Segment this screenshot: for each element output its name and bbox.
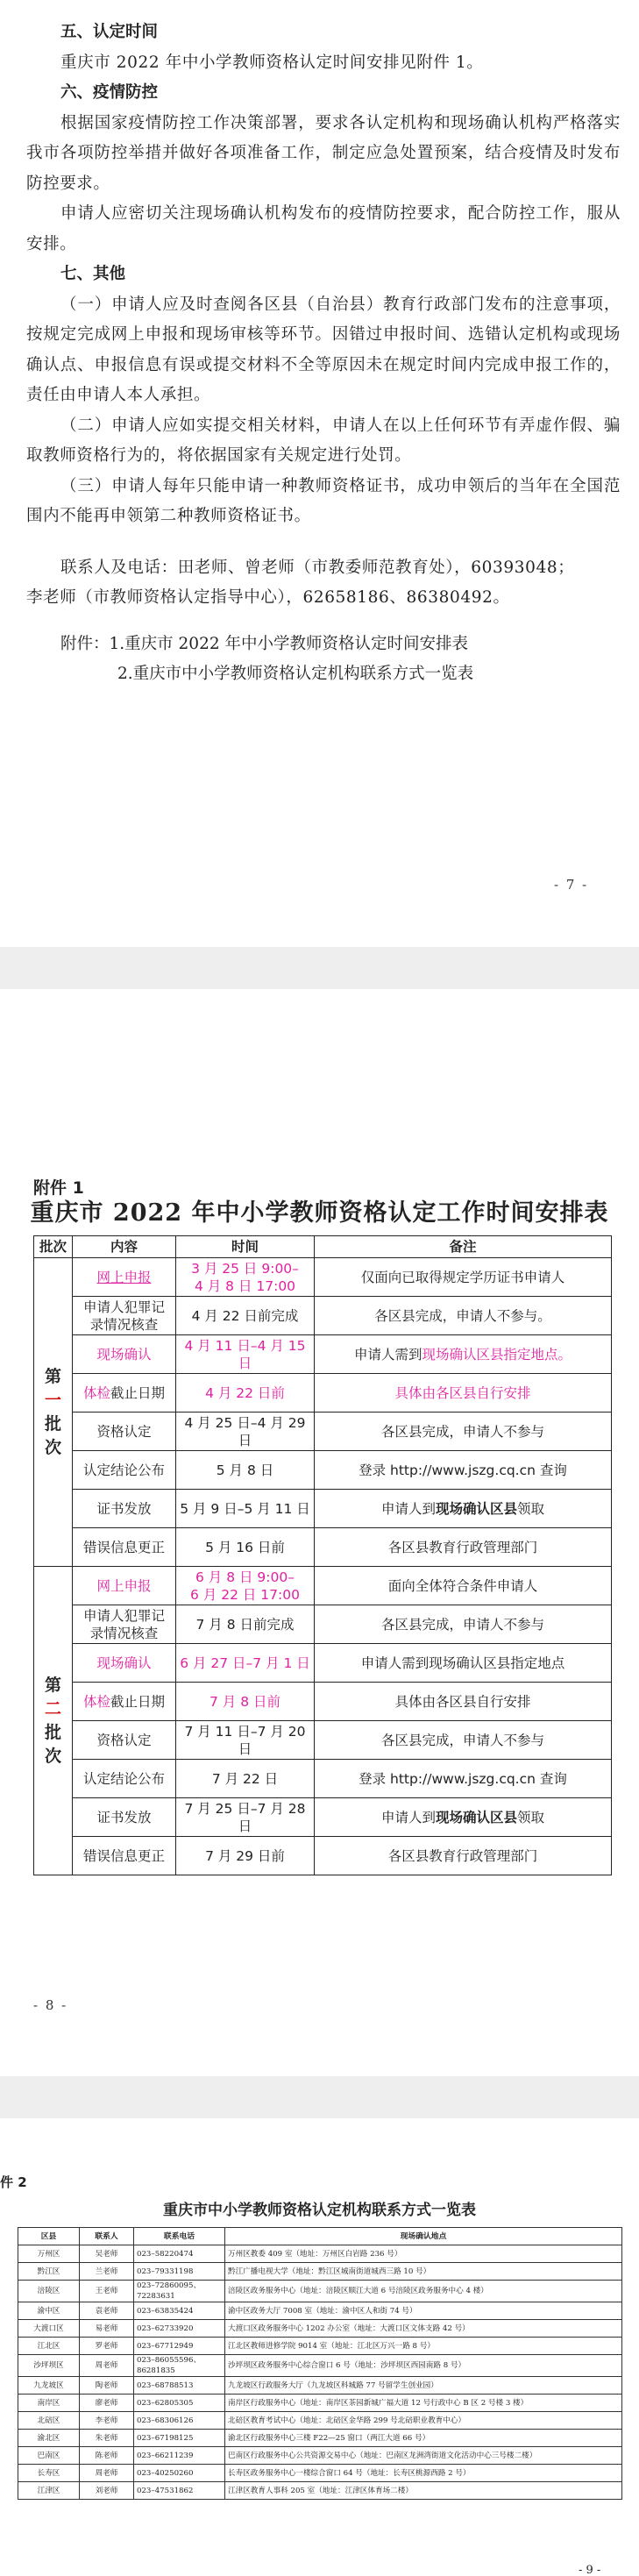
content-text: 认定结论公布 [82, 1462, 165, 1478]
time-text: 7 月 25 日–7 月 28 日 [184, 1800, 306, 1834]
content-cell [73, 1644, 176, 1683]
table-row [34, 1798, 612, 1837]
contact-person-cell: 廖老师 [80, 2395, 134, 2412]
district-cell: 大渡口区 [18, 2320, 80, 2338]
location-cell: 黔江广播电视大学（地址：黔江区城南街道城西三路 10 号） [225, 2263, 622, 2281]
body-paragraph: （三）申请人每年只能申请一种教师资格证书，成功申领后的当年在全国范围内不能再申领第二种教师资格证书。 [26, 476, 621, 525]
note-text: 具体由各区县自行安排 [394, 1384, 531, 1401]
batch-char: 批 [44, 1413, 61, 1434]
district-cell: 巴南区 [18, 2447, 80, 2465]
content-suffix: 截止日期 [110, 1693, 166, 1710]
note-text: 各区县教育行政管理部门 [387, 1847, 538, 1864]
contact-person-cell: 袁老师 [80, 2302, 134, 2320]
time-text: 7 月 8 日前完成 [195, 1616, 295, 1633]
note-cell [315, 1528, 612, 1567]
content-text: 资格认定 [96, 1423, 152, 1440]
table-row [34, 1644, 612, 1683]
content-cell [73, 1760, 176, 1798]
content-cell [73, 1567, 176, 1605]
table-row [34, 1490, 612, 1528]
note-text: 各区县完成，申请人不参与 [380, 1616, 544, 1633]
batch-char: 批 [44, 1722, 61, 1742]
table-row [34, 1374, 612, 1413]
note-prefix: 申请人到 [380, 1809, 436, 1825]
note-text: 面向全体符合条件申请人 [387, 1577, 538, 1594]
note-cell [315, 1567, 612, 1605]
phone-cell: 023–40250260 [134, 2465, 225, 2482]
content-cell [73, 1837, 176, 1875]
note-cell [315, 1451, 612, 1490]
note-cell [315, 1760, 612, 1798]
content-text: 网上申报 [96, 1269, 152, 1285]
attachment-1-label: 附件 1 [33, 1178, 84, 1198]
time-cell [176, 1451, 315, 1490]
time-cell [176, 1644, 315, 1683]
body-paragraph: 申请人应密切关注现场确认机构发布的疫情防控要求，配合防控工作，服从安排。 [26, 204, 621, 253]
batch-char: 第 [44, 1366, 61, 1386]
header-time: 时间 [176, 1236, 315, 1258]
table-row [18, 2377, 622, 2395]
attachment-2: 2.重庆市中小学教师资格认定机构联系方式一览表 [117, 665, 474, 683]
district-cell: 长寿区 [18, 2465, 80, 2482]
location-cell: 长寿区政务服务中心一楼综合窗口 64 号（地址：长寿区桃源西路 2 号） [225, 2465, 622, 2482]
table-row [34, 1258, 612, 1297]
phone-cell: 023–62805305 [134, 2395, 225, 2412]
location-cell: 北碚区教育考试中心（地址：北碚区金华路 299 号北碚职业教育中心） [225, 2412, 622, 2430]
page-7-paragraphs [26, 18, 621, 532]
table-row [34, 1760, 612, 1798]
district-cell: 北碚区 [18, 2412, 80, 2430]
attachment-1: 附件：1.重庆市 2022 年中小学教师资格认定时间安排表 [60, 634, 468, 653]
time-text: 5 月 16 日前 [205, 1539, 285, 1555]
note-text: 申请人需到现场确认区县指定地点 [360, 1654, 565, 1671]
note-cell [315, 1605, 612, 1644]
contact-person-cell: 刘老师 [80, 2482, 134, 2500]
table-row [18, 2465, 622, 2482]
content-cell [73, 1258, 176, 1297]
note-prefix: 申请人需到 [353, 1346, 422, 1363]
schedule-header-row [34, 1236, 612, 1258]
time-cell [176, 1490, 315, 1528]
time-cell [176, 1798, 315, 1837]
page-7 [0, 0, 639, 947]
note-cell [315, 1413, 612, 1451]
content-cell [73, 1721, 176, 1760]
time-cell [176, 1528, 315, 1567]
contact-table [18, 2227, 622, 2500]
contact-person-cell: 陈老师 [80, 2447, 134, 2465]
location-cell: 巴南区行政服务中心公共资源交易中心（地址：巴南区龙洲湾街道文化活动中心三号楼二楼） [225, 2447, 622, 2465]
note-cell [315, 1644, 612, 1683]
table-row [18, 2338, 622, 2355]
batch-char: 次 [44, 1746, 61, 1766]
page-7-text [26, 18, 621, 690]
body-paragraph: 根据国家疫情防控工作决策部署，要求各认定机构和现场确认机构严格落实我市各项防控举措并做好各项准备工作，制定应急处置预案，结合疫情及时发布防控要求。 [26, 113, 621, 193]
body-paragraph: （二）申请人应如实提交相关材料，申请人在以上任何环节有弄虚作假、骗取教师资格行为的，将依据国家有关规定进行处罚。 [26, 416, 621, 465]
content-cell [73, 1297, 176, 1335]
phone-cell: 023–86055596、86281835 [134, 2355, 225, 2377]
content-text: 申请人犯罪记 录情况核查 [82, 1607, 165, 1641]
time-cell [176, 1760, 315, 1798]
content-text: 现场确认 [96, 1654, 152, 1671]
location-cell: 沙坪坝区政务服务中心综合窗口 6 号（地址：沙坪坝区西园南路 8 号） [225, 2355, 622, 2377]
time-text: 7 月 8 日前 [209, 1693, 280, 1710]
table-row [34, 1297, 612, 1335]
location-cell: 南岸区行政服务中心（地址：南岸区茶园新城广福大道 12 号行政中心 B 区 2 号楼 3 楼） [225, 2395, 622, 2412]
location-cell: 大渡口区政务服务中心 1202 办公室（地址：大渡口区文体支路 42 号） [225, 2320, 622, 2338]
contact-person-cell: 易老师 [80, 2320, 134, 2338]
page-number-8: - 8 - [33, 1997, 68, 2013]
content-cell [73, 1528, 176, 1567]
table-row [18, 2302, 622, 2320]
table-row [18, 2482, 622, 2500]
table-row [18, 2447, 622, 2465]
table-row [34, 1683, 612, 1721]
note-text: 各区县教育行政管理部门 [387, 1539, 538, 1555]
note-text: 具体由各区县自行安排 [394, 1693, 531, 1710]
location-cell: 江津区教育人事科 205 室（地址：江津区体育场二楼） [225, 2482, 622, 2500]
note-text: 登录 http://www.jszg.cq.cn 查询 [359, 1770, 567, 1787]
contact-header-row [18, 2228, 622, 2245]
phone-cell: 023–68306126 [134, 2412, 225, 2430]
time-cell [176, 1335, 315, 1374]
time-text: 5 月 9 日–5 月 11 日 [180, 1500, 310, 1517]
time-cell [176, 1374, 315, 1413]
content-text: 现场确认 [96, 1346, 152, 1363]
time-text: 7 月 11 日–7 月 20 日 [184, 1723, 306, 1757]
district-cell: 江北区 [18, 2338, 80, 2355]
content-cell [73, 1451, 176, 1490]
content-suffix: 截止日期 [110, 1384, 166, 1401]
note-cell [315, 1490, 612, 1528]
header-district: 区县 [18, 2228, 80, 2245]
header-note: 备注 [315, 1236, 612, 1258]
content-cell [73, 1605, 176, 1644]
phone-cell: 023–79331198 [134, 2263, 225, 2281]
phone-cell: 023–47531862 [134, 2482, 225, 2500]
note-text: 各区县完成，申请人不参与 [380, 1423, 544, 1440]
batch-label [34, 1258, 73, 1567]
contact-person-cell: 兰老师 [80, 2263, 134, 2281]
table-row [18, 2395, 622, 2412]
schedule-body [34, 1258, 612, 1875]
phone-cell: 023–67712949 [134, 2338, 225, 2355]
time-cell [176, 1258, 315, 1297]
attachment-2-label: 件 2 [0, 2174, 27, 2190]
time-text: 6 月 27 日–7 月 1 日 [180, 1654, 310, 1671]
content-text: 错误信息更正 [82, 1539, 165, 1555]
time-text: 7 月 29 日前 [205, 1847, 285, 1864]
note-suffix: 领取 [517, 1809, 545, 1825]
time-text: 7 月 22 日 [211, 1770, 279, 1787]
contact-person-cell: 朱老师 [80, 2430, 134, 2447]
note-suffix: 领取 [517, 1500, 545, 1517]
batch-char: 第 [44, 1675, 61, 1695]
table-row [18, 2281, 622, 2302]
note-text: 各区县完成，申请人不参与 [380, 1732, 544, 1748]
time-text: 5 月 8 日 [216, 1462, 274, 1478]
header-content: 内容 [73, 1236, 176, 1258]
note-cell [315, 1721, 612, 1760]
table-row [34, 1567, 612, 1605]
page-9 [0, 2118, 639, 2576]
page-number-7: - 7 - [554, 877, 589, 893]
district-cell: 江津区 [18, 2482, 80, 2500]
note-cell [315, 1335, 612, 1374]
note-bold: 现场确认区县 [435, 1500, 517, 1517]
batch-label [34, 1567, 73, 1875]
content-text: 证书发放 [96, 1500, 152, 1517]
table-row [34, 1837, 612, 1875]
batch-char: 次 [44, 1437, 61, 1457]
district-cell: 黔江区 [18, 2263, 80, 2281]
contact-person-cell: 吴老师 [80, 2245, 134, 2263]
header-location: 现场确认地点 [225, 2228, 622, 2245]
phone-cell: 023–62733920 [134, 2320, 225, 2338]
phone-cell: 023–72860095、72283631 [134, 2281, 225, 2302]
location-cell: 万州区教委 409 室（地址：万州区白岩路 236 号） [225, 2245, 622, 2263]
table-row [18, 2430, 622, 2447]
district-cell: 渝中区 [18, 2302, 80, 2320]
location-cell: 江北区教师进修学院 9014 室（地址：江北区万兴一路 8 号） [225, 2338, 622, 2355]
content-cell [73, 1335, 176, 1374]
phone-cell: 023–67198125 [134, 2430, 225, 2447]
page-number-9: - 9 - [579, 2564, 601, 2576]
content-cell [73, 1374, 176, 1413]
location-cell: 九龙坡区行政服务大厅（九龙坡区科城路 77 号留学生创业园） [225, 2377, 622, 2395]
content-text: 网上申报 [96, 1577, 152, 1594]
body-paragraph: （一）申请人应及时查阅各区县（自治县）教育行政部门发布的注意事项，按规定完成网上申报和现场审核等环节。因错过申报时间、选错认定机构或现场确认点、申报信息有误或提交材料不全等原因未在规定时间内完成申报工作的，责任由申请人本人承担。 [26, 295, 621, 404]
time-text: 4 月 11 日–4 月 15 日 [184, 1337, 306, 1371]
time-text: 6 月 8 日 9:00– 6 月 22 日 17:00 [190, 1569, 300, 1603]
contact-line-1: 联系人及电话：田老师、曾老师（市教委师范教育处），60393048； [60, 558, 575, 577]
time-text: 3 月 25 日 9:00– 4 月 8 日 17:00 [191, 1260, 299, 1294]
district-cell: 九龙坡区 [18, 2377, 80, 2395]
time-text: 4 月 25 日–4 月 29 日 [184, 1414, 306, 1448]
table-row [18, 2355, 622, 2377]
time-cell [176, 1721, 315, 1760]
note-cell [315, 1683, 612, 1721]
header-phone: 联系电话 [134, 2228, 225, 2245]
phone-cell: 023–63835424 [134, 2302, 225, 2320]
table-row [18, 2320, 622, 2338]
content-text: 申请人犯罪记 录情况核查 [82, 1299, 165, 1333]
time-text: 4 月 22 日前 [205, 1384, 285, 1401]
contact-person-cell: 李老师 [80, 2412, 134, 2430]
note-cell [315, 1258, 612, 1297]
contact-person-cell: 周老师 [80, 2355, 134, 2377]
content-prefix: 体检 [82, 1384, 110, 1401]
header-contact-person: 联系人 [80, 2228, 134, 2245]
table-row [34, 1605, 612, 1644]
batch-char: 二 [44, 1698, 61, 1719]
time-text: 4 月 22 日前完成 [191, 1307, 299, 1324]
table-row [34, 1413, 612, 1451]
page-8 [0, 989, 639, 2076]
district-cell: 渝北区 [18, 2430, 80, 2447]
phone-cell: 023–58220474 [134, 2245, 225, 2263]
location-cell: 渝中区政务大厅 7008 室（地址：渝中区人和街 74 号） [225, 2302, 622, 2320]
note-cell [315, 1297, 612, 1335]
table-row [18, 2263, 622, 2281]
content-prefix: 体检 [82, 1693, 110, 1710]
time-cell [176, 1683, 315, 1721]
note-prefix: 申请人到 [380, 1500, 436, 1517]
note-highlight: 现场确认区县指定地点。 [422, 1346, 572, 1363]
location-cell: 渝北区行政服务中心三楼 F22—25 窗口（两江大道 66 号） [225, 2430, 622, 2447]
time-cell [176, 1837, 315, 1875]
location-cell: 涪陵区政务服务中心（地址：涪陵区顺江大道 6 号涪陵区政务服务中心 4 楼） [225, 2281, 622, 2302]
batch-char: 一 [44, 1390, 61, 1410]
district-cell: 万州区 [18, 2245, 80, 2263]
contact-body [18, 2245, 622, 2500]
contact-table-title: 重庆市中小学教师资格认定机构联系方式一览表 [163, 2202, 476, 2219]
content-text: 资格认定 [96, 1732, 152, 1748]
table-row [34, 1528, 612, 1567]
contact-person-cell: 王老师 [80, 2281, 134, 2302]
contact-person-cell: 罗老师 [80, 2338, 134, 2355]
content-cell [73, 1798, 176, 1837]
note-text: 各区县完成，申请人不参与。 [374, 1307, 551, 1324]
table-row [34, 1335, 612, 1374]
district-cell: 涪陵区 [18, 2281, 80, 2302]
note-cell [315, 1798, 612, 1837]
note-text: 登录 http://www.jszg.cq.cn 查询 [359, 1462, 567, 1478]
district-cell: 南岸区 [18, 2395, 80, 2412]
section-heading: 七、其他 [60, 265, 126, 283]
content-cell [73, 1413, 176, 1451]
table-row [34, 1721, 612, 1760]
note-bold: 现场确认区县 [435, 1809, 517, 1825]
time-cell [176, 1605, 315, 1644]
time-cell [176, 1297, 315, 1335]
content-text: 证书发放 [96, 1809, 152, 1825]
schedule-title: 重庆市 2022 年中小学教师资格认定工作时间安排表 [30, 1199, 609, 1227]
note-text: 仅面向已取得规定学历证书申请人 [360, 1269, 565, 1285]
time-cell [176, 1413, 315, 1451]
table-row [18, 2245, 622, 2263]
note-cell [315, 1374, 612, 1413]
time-cell [176, 1567, 315, 1605]
phone-cell: 023–66211239 [134, 2447, 225, 2465]
schedule-table [33, 1235, 612, 1875]
section-heading: 五、认定时间 [60, 23, 159, 41]
note-cell [315, 1837, 612, 1875]
contact-person-cell: 周老师 [80, 2465, 134, 2482]
content-text: 错误信息更正 [82, 1847, 165, 1864]
district-cell: 沙坪坝区 [18, 2355, 80, 2377]
contact-line-2: 李老师（市教师资格认定指导中心），62658186、86380492。 [26, 588, 510, 607]
table-row [34, 1451, 612, 1490]
content-text: 认定结论公布 [82, 1770, 165, 1787]
phone-cell: 023–68788513 [134, 2377, 225, 2395]
content-cell [73, 1683, 176, 1721]
content-cell [73, 1490, 176, 1528]
body-paragraph: 重庆市 2022 年中小学教师资格认定时间安排见附件 1。 [60, 53, 484, 72]
section-heading: 六、疫情防控 [60, 83, 159, 102]
table-row [18, 2412, 622, 2430]
contact-person-cell: 陶老师 [80, 2377, 134, 2395]
header-batch: 批次 [34, 1236, 73, 1258]
